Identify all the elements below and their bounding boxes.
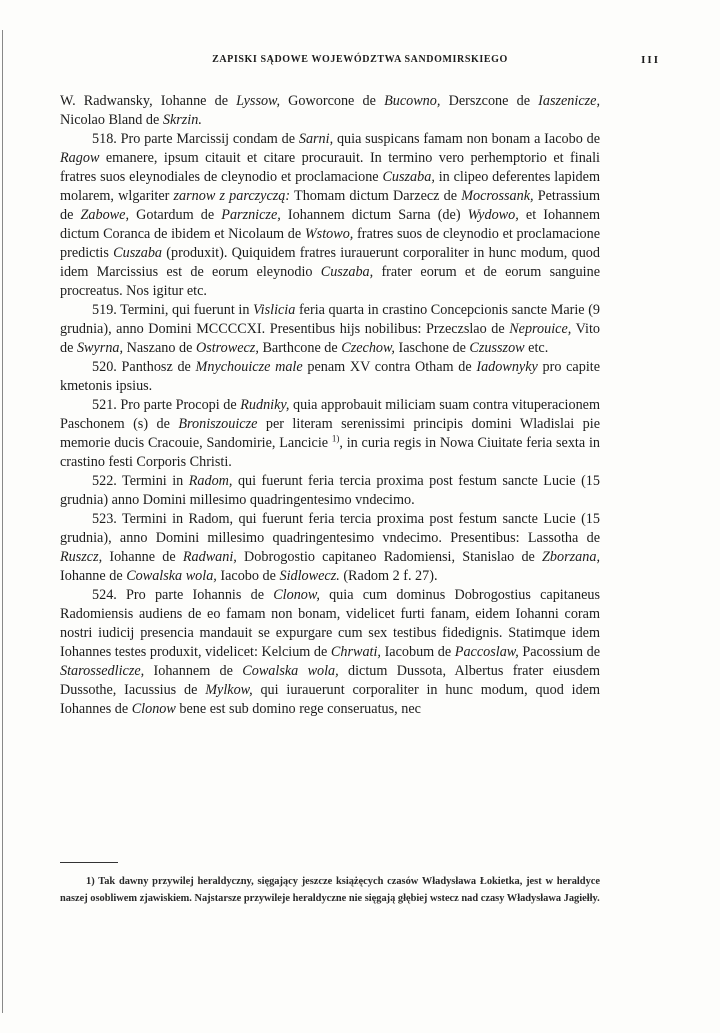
place-name: Starossedlicze, <box>60 663 145 679</box>
text-run: Iohannem dictum Sarna (de) <box>280 207 468 223</box>
text-run: 519. Termini, qui fuerunt in <box>92 302 254 318</box>
place-name: Sarni, <box>298 131 334 147</box>
text-run: Iacobo de <box>216 568 280 584</box>
place-name: zarnow z parczyczą: <box>173 188 291 204</box>
text-run: 520. Panthosz de <box>92 359 196 375</box>
place-name: Iaszenicze, <box>538 93 600 109</box>
place-name: Iadownyky <box>476 359 538 375</box>
text-run: Iohanne de <box>60 568 127 584</box>
text-run: Iaschone de <box>394 340 470 356</box>
place-name: Wydowo, <box>467 207 519 223</box>
place-name: Clonow <box>131 701 176 717</box>
text-run: Goworcone de <box>280 93 385 109</box>
place-name: Broniszouicze <box>178 416 258 432</box>
place-name: Sidlowecz. <box>279 568 340 584</box>
text-run: in clipeo deferentes lapidem molarem, wlgariter <box>60 169 600 204</box>
text-run: Naszano de <box>123 340 196 356</box>
text-run: pro capite kmetonis ipsius. <box>60 359 600 394</box>
place-name: Cuszaba, <box>320 264 374 280</box>
text-run: per literam serenissimi principis domini Wladislai pie memorie ducis Cracouie, Sandomirie, Lancicie <box>60 416 600 451</box>
text-run: qui iurauerunt corporaliter in hunc modum, quod idem Iohannes de <box>60 682 601 717</box>
entry-520 <box>60 358 600 396</box>
text-run: Derszcone de <box>440 93 539 109</box>
place-name: Czusszow <box>469 340 525 356</box>
text-run: frater eorum et de eorum sanguine procreatus. Nos igitur etc. <box>60 264 601 299</box>
place-name: Zborzana, <box>542 549 600 565</box>
text-run: feria quarta in crastino Concepcionis sancte Marie (9 grudnia), anno Domini MCCCCXI. Presentibus hijs nobilibus: Przeczslao de <box>60 302 601 337</box>
text-run: quia approbauit miliciam suam contra vituperacionem Paschonem (s) de <box>60 397 600 432</box>
text-run: qui fuerunt feria tercia proxima post festum sancte Lucie (15 grudnia) anno Domini millesimo quadringentesimo vndecimo. <box>60 473 600 508</box>
place-name: Chrwati, <box>330 644 381 660</box>
entry-521 <box>60 396 600 472</box>
place-name: Cowalska wola, <box>126 568 217 584</box>
text-run: bene est sub domino rege conseruatus, nec <box>175 701 421 717</box>
text-run: Gotardum de <box>129 207 222 223</box>
entry-523 <box>60 510 600 586</box>
place-name: Ruszcz, <box>60 549 103 565</box>
text-run: fratres suos de cleynodio et proclamacione predictis <box>60 226 601 261</box>
text-run: Iohanne de <box>102 549 183 565</box>
entry-519 <box>60 301 600 358</box>
text-run: W. Radwansky, Iohanne de <box>60 93 237 109</box>
footnote: 1) Tak dawny przywilej heraldyczny, sięgający jeszcze książęcych czasów Władysława Łokietka, jest w heraldyce naszej osobliwem zjawiskiem. Najstarsze przywileje heraldyczne nie sięgają głębiej wstecz nad czasy Władysława Jagiełły. <box>60 876 600 904</box>
text-run: , in curia regis in Nowa Ciuitate feria sexta in crastino festi Corporis Christi. <box>60 435 600 470</box>
text-run: Nicolao Bland de <box>60 112 163 128</box>
text-run: penam XV contra Otham de <box>302 359 477 375</box>
text-run: Pacossium de <box>518 644 601 660</box>
place-name: Rudniky, <box>240 397 290 413</box>
text-run: 522. Termini in <box>92 473 189 489</box>
body-text <box>60 92 600 719</box>
place-name: Mocrossank, <box>461 188 534 204</box>
place-name: Neprouice, <box>509 321 572 337</box>
place-name: Skrzin. <box>162 112 202 128</box>
page-number: III <box>641 54 660 66</box>
footnote-divider <box>60 862 118 863</box>
text-run: (Radom 2 f. 27). <box>339 568 438 584</box>
paragraph-continuation <box>60 92 600 130</box>
entry-518 <box>60 130 600 301</box>
place-name: Ragow <box>60 150 100 166</box>
text-run: Vito de <box>60 321 600 356</box>
place-name: Cuszaba, <box>382 169 435 185</box>
text-run: Dobrogostio capitaneo Radomiensi, Stanislao de <box>236 549 543 565</box>
text-run: quia cum dominus Dobrogostius capitaneus Radomiensis audiens de eo famam non bonam, videlicet furti fanam, eidem Iohanni coram nostri iudicij presencia mandauit se expurgare cum sex testibus fidedignis. Statimque idem Iohannes testes produxit, videlicet: Kelcium de <box>60 587 600 660</box>
text-run: Iohannem de <box>144 663 243 679</box>
place-name: Paccoslaw, <box>454 644 519 660</box>
text-run: quia suspicans famam non bonam a Iacobo de <box>333 131 600 147</box>
footnote-ref: 1) <box>331 433 340 444</box>
text-run: Iacobum de <box>380 644 455 660</box>
place-name: Cowalska wola, <box>242 663 339 679</box>
place-name: Mnychouicze male <box>195 359 303 375</box>
page-edge-line <box>2 30 3 1013</box>
text-run: 524. Pro parte Iohannis de <box>92 587 274 603</box>
text-run: Thomam dictum Darzecz de <box>290 188 462 204</box>
text-run: et Iohannem dictum Coranca de ibidem et Nicolaum de <box>60 207 600 242</box>
entry-522 <box>60 472 600 510</box>
text-run: etc. <box>524 340 549 356</box>
place-name: Ostrowecz, <box>195 340 259 356</box>
place-name: Bucowno, <box>384 93 441 109</box>
place-name: Radwani, <box>182 549 237 565</box>
place-name: Parznicze, <box>221 207 281 223</box>
text-run: dictum Dussota, Albertus frater eiusdem Dussothe, Iacussius de <box>60 663 601 698</box>
text-run: Barthcone de <box>258 340 342 356</box>
text-run: emanere, ipsum citauit et citare procurauit. In termino vero perhemptorio et finali fratres suos eleynodiales de cleynodio et proclamacione <box>60 150 600 185</box>
place-name: Swyrna, <box>76 340 124 356</box>
page-header <box>60 54 660 70</box>
place-name: Radom, <box>188 473 233 489</box>
text-run: 521. Pro parte Procopi de <box>92 397 241 413</box>
place-name: Clonow, <box>273 587 320 603</box>
place-name: Wstowo, <box>304 226 354 242</box>
place-name: Vislicia <box>253 302 296 318</box>
text-run: (produxit). Quiquidem fratres iurauerunt corporaliter in hunc modum, quod idem Marcissius est de eorum eleynodio <box>60 245 600 280</box>
place-name: Lyssow, <box>236 93 281 109</box>
place-name: Cuszaba <box>113 245 163 261</box>
text-run: Petrassium de <box>60 188 601 223</box>
text-run: 518. Pro parte Marcissij condam de <box>92 131 299 147</box>
place-name: Zabowe, <box>80 207 129 223</box>
running-title: ZAPISKI SĄDOWE WOJEWÓDZTWA SANDOMIRSKIEGO <box>212 54 508 65</box>
text-run: 523. Termini in Radom, qui fuerunt feria tercia proxima post festum sancte Lucie (15 grudnia), anno Domini millesimo quadringentesimo vndecimo. Presentibus: Lassotha de <box>60 511 600 546</box>
entry-524 <box>60 586 600 719</box>
place-name: Czechow, <box>341 340 395 356</box>
place-name: Mylkow, <box>205 682 253 698</box>
